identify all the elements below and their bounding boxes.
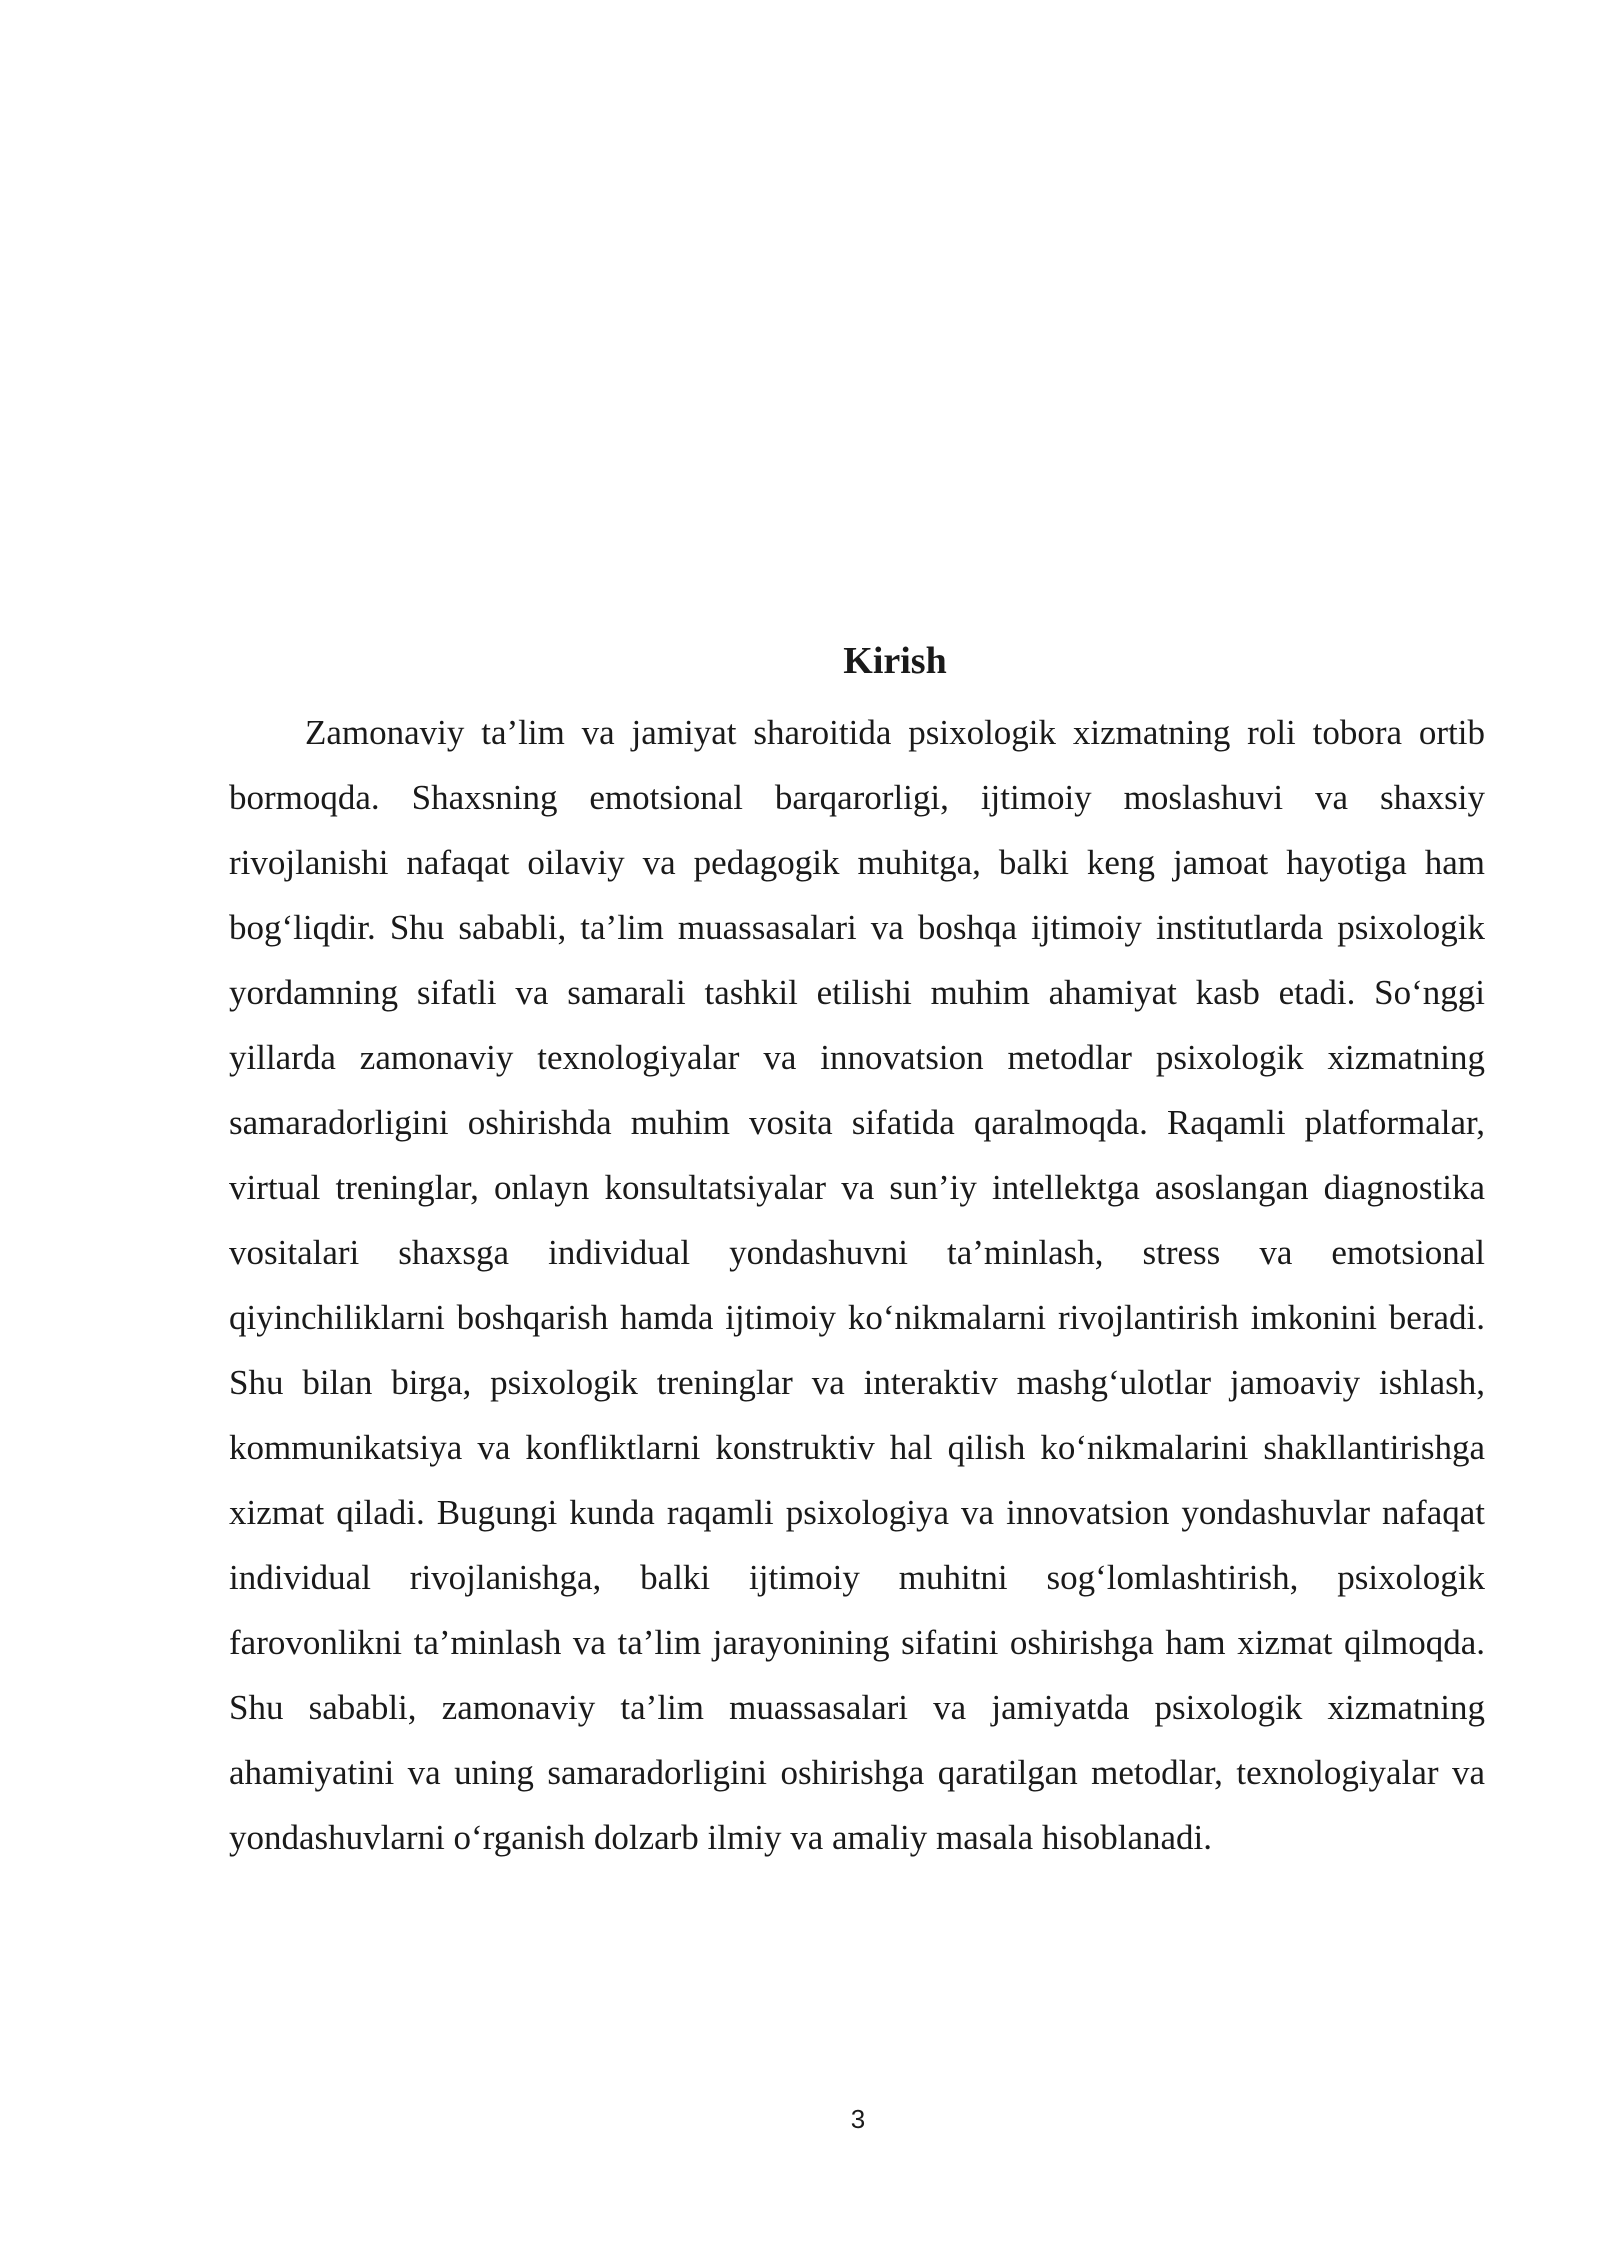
section-heading: Kirish xyxy=(843,640,947,682)
page-number: 3 xyxy=(850,2104,866,2134)
body-paragraph: Zamonaviy ta’lim va jamiyat sharoitida psixologik xizmatning roli tobora ortib bormoqda. Shaxsning emotsional barqarorligi, ijtimoiy moslashuvi va shaxsiy rivojlanishi nafaqat oilaviy va pedagogik muhitga, balki keng jamoat hayotiga ham bog‘liqdir. Shu sababli, ta’lim muassasalari va boshqa ijtimoiy institutlarda psixologik yordamning sifatli va samarali tashkil etilishi muhim ahamiyat kasb etadi. So‘nggi yillarda zamonaviy texnologiyalar va innovatsion metodlar psixologik xizmatning samaradorligini oshirishda muhim vosita sifatida qaralmoqda. Raqamli platformalar, virtual treninglar, onlayn konsultatsiyalar va sun’iy intellektga asoslangan diagnostika vositalari shaxsga individual yondashuvni ta’minlash, stress va emotsional qiyinchiliklarni boshqarish hamda ijtimoiy ko‘nikmalarni rivojlantirish imkonini beradi. Shu bilan birga, psixologik treninglar va interaktiv mashg‘ulotlar jamoaviy ishlash, kommunikatsiya va konfliktlarni konstruktiv hal qilish ko‘nikmalarini shakllantirishga xizmat qiladi. Bugungi kunda raqamli psixologiya va innovatsion yondashuvlar nafaqat individual rivojlanishga, balki ijtimoiy muhitni sog‘lomlashtirish, psixologik farovonlikni ta’minlash va ta’lim jarayonining sifatini oshirishga ham xizmat qilmoqda. Shu sababli, zamonaviy ta’lim muassasalari va jamiyatda psixologik xizmatning ahamiyatini va uning samaradorligini oshirishga qaratilgan metodlar, texnologiyalar va yondashuvlarni o‘rganish dolzarb ilmiy va amaliy masala hisoblanadi. xyxy=(229,713,1485,1857)
